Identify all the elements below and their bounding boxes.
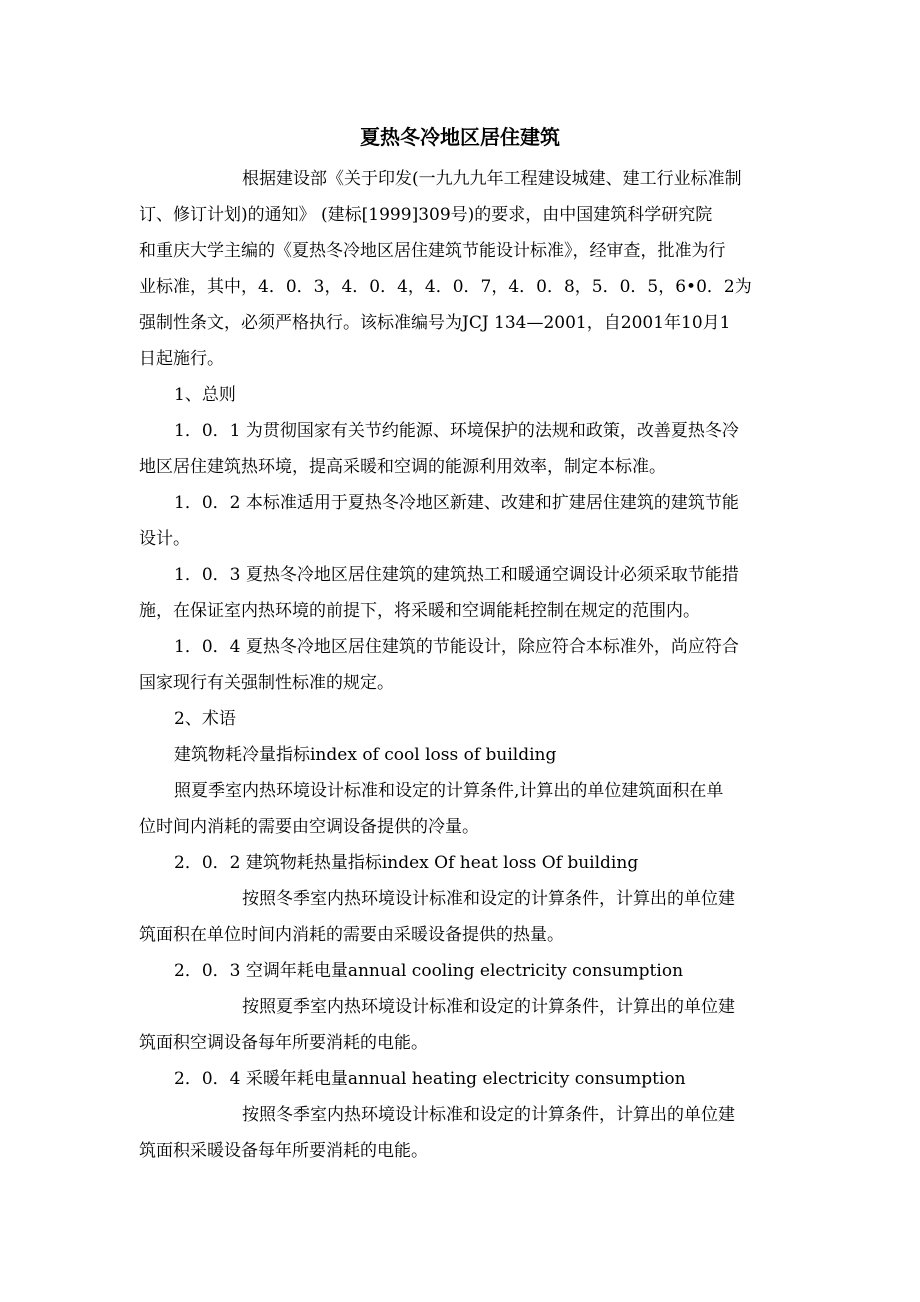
term-line: 筑面积采暖设备每年所要消耗的电能。: [139, 1141, 428, 1161]
term-line: 按照冬季室内热环境设计标准和设定的计算条件，计算出的单位建: [242, 889, 735, 909]
term-line: 建筑物耗冷量指标index of cool loss of building: [174, 745, 557, 765]
term-line: 筑面积空调设备每年所要消耗的电能。: [139, 1033, 428, 1053]
clause-line: 1．0．2 本标准适用于夏热冬冷地区新建、改建和扩建居住建筑的建筑节能: [174, 493, 739, 513]
clause-line: 施，在保证室内热环境的前提下，将采暖和空调能耗控制在规定的范围内。: [139, 601, 700, 621]
body-line: 业标准，其中，4．0．3，4．0．4，4．0．7，4．0．8，5．0．5，6•0．2为: [139, 277, 752, 297]
clause-line: 国家现行有关强制性标准的规定。: [139, 673, 394, 693]
document-title: 夏热冬冷地区居住建筑: [360, 125, 560, 149]
body-line: 强制性条文，必须严格执行。该标准编号为JCJ 134—2001，自2001年10月1: [139, 313, 731, 333]
body-line: 和重庆大学主编的《夏热冬冷地区居住建筑节能设计标准》，经审查，批准为行: [139, 241, 726, 261]
section-heading: 2、术语: [174, 709, 236, 729]
clause-line: 地区居住建筑热环境，提高采暖和空调的能源利用效率，制定本标准。: [139, 457, 666, 477]
term-line: 筑面积在单位时间内消耗的需要由采暖设备提供的热量。: [139, 925, 564, 945]
term-line: 按照冬季室内热环境设计标准和设定的计算条件，计算出的单位建: [242, 1105, 735, 1125]
body-line: 根据建设部《关于印发(一九九九年工程建设城建、建工行业标准制: [242, 169, 742, 189]
term-line: 照夏季室内热环境设计标准和设定的计算条件,计算出的单位建筑面积在单: [174, 781, 724, 801]
term-line: 按照夏季室内热环境设计标准和设定的计算条件，计算出的单位建: [242, 997, 735, 1017]
clause-line: 1．0．4 夏热冬冷地区居住建筑的节能设计，除应符合本标准外，尚应符合: [174, 637, 739, 657]
body-line: 日起施行。: [139, 349, 224, 369]
body-line: 订、修订计划)的通知》 (建标[1999]309号)的要求，由中国建筑科学研究院: [139, 205, 713, 225]
clause-line: 1．0．3 夏热冬冷地区居住建筑的建筑热工和暖通空调设计必须采取节能措: [174, 565, 739, 585]
section-heading: 1、总则: [174, 385, 236, 405]
clause-line: 设计。: [139, 529, 190, 549]
term-line: 位时间内消耗的需要由空调设备提供的冷量。: [139, 817, 479, 837]
term-line: 2．0．4 采暖年耗电量annual heating electricity consumption: [174, 1069, 686, 1089]
term-line: 2．0．2 建筑物耗热量指标index Of heat loss Of building: [174, 853, 639, 873]
clause-line: 1．0．1 为贯彻国家有关节约能源、环境保护的法规和政策，改善夏热冬冷: [174, 421, 739, 441]
term-line: 2．0．3 空调年耗电量annual cooling electricity consumption: [174, 961, 684, 981]
